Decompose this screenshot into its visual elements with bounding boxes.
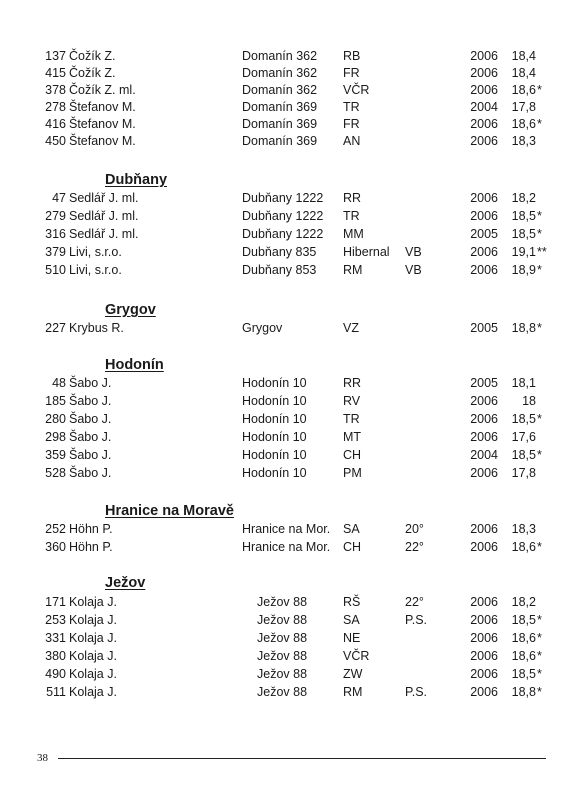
grower-name: Sedlář J. ml.: [69, 227, 139, 241]
grower-name: Höhn P.: [69, 522, 113, 536]
variety-code: VZ: [343, 321, 359, 335]
entry-number: 48: [52, 376, 66, 390]
entry-number: 415: [45, 66, 66, 80]
entry-number: 359: [45, 448, 66, 462]
grower-address: Hranice na Mor.: [242, 540, 331, 554]
grower-address: Ježov 88: [257, 667, 308, 681]
table-row: [0, 648, 578, 665]
entry-number: 137: [45, 49, 66, 63]
award-mark: *: [537, 412, 542, 426]
award-mark: *: [537, 540, 542, 554]
score-value: 18,8: [511, 685, 536, 699]
grower-address: Dubňany 1222: [242, 209, 324, 223]
entry-number: 252: [45, 522, 66, 536]
variety-code: AN: [343, 134, 361, 148]
table-row: [0, 521, 578, 538]
grower-name: Höhn P.: [69, 540, 113, 554]
entry-number: 528: [45, 466, 66, 480]
vintage-year: 2006: [470, 466, 498, 480]
table-row: [0, 262, 578, 279]
award-mark: *: [537, 83, 542, 97]
grower-address: Hodonín 10: [242, 412, 307, 426]
table-row: [0, 320, 578, 337]
vintage-year: 2006: [470, 66, 498, 80]
variety-code: RR: [343, 376, 362, 390]
grower-name: Kolaja J.: [69, 667, 117, 681]
award-mark: *: [537, 448, 542, 462]
grower-name: Štefanov M.: [69, 100, 136, 114]
award-mark: *: [537, 685, 542, 699]
table-row: [0, 375, 578, 392]
grower-address: Dubňany 1222: [242, 227, 324, 241]
table-row: [0, 99, 578, 116]
grower-name: Šabo J.: [69, 412, 112, 426]
table-row: [0, 226, 578, 243]
vintage-year: 2005: [470, 321, 498, 335]
section-heading: Hranice na Moravě: [105, 503, 234, 519]
extra-note: VB: [405, 245, 422, 259]
vintage-year: 2006: [470, 595, 498, 609]
entry-number: 279: [45, 209, 66, 223]
entry-number: 280: [45, 412, 66, 426]
table-row: [0, 612, 578, 629]
variety-code: RM: [343, 263, 363, 277]
entry-number: 360: [45, 540, 66, 554]
section-heading: Dubňany: [105, 172, 168, 188]
vintage-year: 2006: [470, 49, 498, 63]
grower-address: Domanín 362: [242, 83, 318, 97]
section-heading: Hodonín: [105, 357, 164, 373]
score-value: 17,6: [511, 430, 536, 444]
grower-name: Kolaja J.: [69, 685, 117, 699]
variety-code: TR: [343, 412, 360, 426]
table-row: [0, 684, 578, 701]
score-value: 18,5: [511, 613, 536, 627]
table-row: [0, 465, 578, 482]
footer-rule: [58, 758, 546, 759]
grower-name: Šabo J.: [69, 466, 112, 480]
page-number: 38: [37, 752, 48, 764]
entry-number: 185: [45, 394, 66, 408]
score-value: 18,4: [511, 66, 536, 80]
entry-number: 450: [45, 134, 66, 148]
variety-code: MM: [343, 227, 364, 241]
grower-address: Hodonín 10: [242, 394, 307, 408]
vintage-year: 2006: [470, 83, 498, 97]
vintage-year: 2006: [470, 649, 498, 663]
entry-number: 278: [45, 100, 66, 114]
extra-note: 22°: [405, 595, 424, 609]
grower-address: Domanín 369: [242, 100, 318, 114]
score-value: 18,3: [511, 134, 536, 148]
grower-address: Ježov 88: [257, 595, 308, 609]
score-value: 18,5: [511, 412, 536, 426]
grower-address: Domanín 362: [242, 66, 318, 80]
score-value: 18,5: [511, 448, 536, 462]
variety-code: RV: [343, 394, 361, 408]
grower-address: Domanín 369: [242, 134, 318, 148]
variety-code: VČR: [343, 649, 370, 663]
grower-address: Dubňany 835: [242, 245, 317, 259]
variety-code: FR: [343, 117, 360, 131]
table-row: [0, 244, 578, 261]
grower-address: Hodonín 10: [242, 466, 307, 480]
table-row: [0, 429, 578, 446]
score-value: 18: [522, 394, 536, 408]
table-row: [0, 594, 578, 611]
grower-name: Šabo J.: [69, 376, 112, 390]
entry-number: 380: [45, 649, 66, 663]
grower-address: Hodonín 10: [242, 448, 307, 462]
table-row: [0, 190, 578, 207]
table-row: [0, 48, 578, 65]
score-value: 18,2: [511, 191, 536, 205]
grower-name: Livi, s.r.o.: [69, 245, 122, 259]
grower-name: Štefanov M.: [69, 134, 136, 148]
award-mark: *: [537, 209, 542, 223]
extra-note: VB: [405, 263, 422, 277]
score-value: 18,6: [511, 117, 536, 131]
grower-name: Čožík Z.: [69, 49, 116, 63]
grower-address: Ježov 88: [257, 613, 308, 627]
vintage-year: 2006: [470, 540, 498, 554]
grower-address: Ježov 88: [257, 649, 308, 663]
extra-note: 20°: [405, 522, 424, 536]
award-mark: *: [537, 227, 542, 241]
vintage-year: 2006: [470, 209, 498, 223]
vintage-year: 2006: [470, 667, 498, 681]
grower-address: Grygov: [242, 321, 283, 335]
entry-number: 378: [45, 83, 66, 97]
award-mark: *: [537, 631, 542, 645]
variety-code: ZW: [343, 667, 363, 681]
entry-number: 227: [45, 321, 66, 335]
grower-name: Krybus R.: [69, 321, 124, 335]
score-value: 19,1: [511, 245, 536, 259]
variety-code: MT: [343, 430, 362, 444]
grower-name: Čožík Z. ml.: [69, 83, 136, 97]
variety-code: RB: [343, 49, 361, 63]
extra-note: P.S.: [405, 685, 428, 699]
award-mark: *: [537, 321, 542, 335]
award-mark: *: [537, 649, 542, 663]
score-value: 17,8: [511, 466, 536, 480]
grower-address: Domanín 362: [242, 49, 318, 63]
section-heading: Ježov: [105, 575, 146, 591]
grower-address: Hodonín 10: [242, 430, 307, 444]
variety-code: NE: [343, 631, 361, 645]
score-value: 18,4: [511, 49, 536, 63]
vintage-year: 2006: [470, 685, 498, 699]
variety-code: RR: [343, 191, 362, 205]
vintage-year: 2006: [470, 245, 498, 259]
grower-name: Livi, s.r.o.: [69, 263, 122, 277]
table-row: [0, 630, 578, 647]
variety-code: CH: [343, 540, 362, 554]
variety-code: CH: [343, 448, 362, 462]
grower-name: Šabo J.: [69, 394, 112, 408]
score-value: 18,6: [511, 83, 536, 97]
score-value: 18,5: [511, 667, 536, 681]
score-value: 18,6: [511, 631, 536, 645]
entry-number: 316: [45, 227, 66, 241]
vintage-year: 2006: [470, 412, 498, 426]
vintage-year: 2005: [470, 376, 498, 390]
vintage-year: 2006: [470, 631, 498, 645]
table-row: [0, 447, 578, 464]
vintage-year: 2005: [470, 227, 498, 241]
variety-code: TR: [343, 100, 360, 114]
score-value: 17,8: [511, 100, 536, 114]
table-row: [0, 65, 578, 82]
grower-name: Kolaja J.: [69, 613, 117, 627]
variety-code: VČR: [343, 83, 370, 97]
grower-address: Hodonín 10: [242, 376, 307, 390]
extra-note: P.S.: [405, 613, 428, 627]
table-row: [0, 666, 578, 683]
score-value: 18,5: [511, 227, 536, 241]
table-row: [0, 208, 578, 225]
score-value: 18,6: [511, 540, 536, 554]
grower-address: Ježov 88: [257, 631, 308, 645]
entry-number: 490: [45, 667, 66, 681]
entry-number: 331: [45, 631, 66, 645]
award-mark: *: [537, 263, 542, 277]
table-row: [0, 116, 578, 133]
score-value: 18,5: [511, 209, 536, 223]
vintage-year: 2006: [470, 613, 498, 627]
table-row: [0, 411, 578, 428]
grower-name: Sedlář J. ml.: [69, 209, 139, 223]
variety-code: RŠ: [343, 595, 361, 609]
vintage-year: 2006: [470, 522, 498, 536]
variety-code: RM: [343, 685, 363, 699]
grower-address: Hranice na Mor.: [242, 522, 331, 536]
vintage-year: 2006: [470, 117, 498, 131]
score-value: 18,3: [511, 522, 536, 536]
entry-number: 171: [45, 595, 66, 609]
award-mark: *: [537, 613, 542, 627]
award-mark: *: [537, 117, 542, 131]
score-value: 18,2: [511, 595, 536, 609]
grower-name: Kolaja J.: [69, 631, 117, 645]
grower-name: Šabo J.: [69, 430, 112, 444]
table-row: [0, 393, 578, 410]
score-value: 18,8: [511, 321, 536, 335]
variety-code: Hibernal: [343, 245, 390, 259]
grower-name: Kolaja J.: [69, 595, 117, 609]
entry-number: 47: [52, 191, 66, 205]
vintage-year: 2006: [470, 430, 498, 444]
score-value: 18,1: [511, 376, 536, 390]
vintage-year: 2006: [470, 394, 498, 408]
entry-number: 298: [45, 430, 66, 444]
variety-code: TR: [343, 209, 360, 223]
grower-name: Kolaja J.: [69, 649, 117, 663]
grower-address: Dubňany 853: [242, 263, 317, 277]
table-row: [0, 82, 578, 99]
vintage-year: 2004: [470, 100, 498, 114]
entry-number: 416: [45, 117, 66, 131]
grower-name: Štefanov M.: [69, 117, 136, 131]
variety-code: SA: [343, 522, 360, 536]
variety-code: PM: [343, 466, 362, 480]
grower-name: Čožík Z.: [69, 66, 116, 80]
vintage-year: 2004: [470, 448, 498, 462]
grower-address: Domanín 369: [242, 117, 318, 131]
vintage-year: 2006: [470, 134, 498, 148]
variety-code: FR: [343, 66, 360, 80]
table-row: [0, 539, 578, 556]
award-mark: **: [537, 245, 547, 259]
entry-number: 510: [45, 263, 66, 277]
score-value: 18,9: [511, 263, 536, 277]
award-mark: *: [537, 667, 542, 681]
entry-number: 511: [46, 685, 66, 699]
grower-address: Dubňany 1222: [242, 191, 324, 205]
table-row: [0, 133, 578, 150]
score-value: 18,6: [511, 649, 536, 663]
entry-number: 253: [45, 613, 66, 627]
entry-number: 379: [45, 245, 66, 259]
vintage-year: 2006: [470, 191, 498, 205]
grower-name: Sedlář J. ml.: [69, 191, 139, 205]
grower-name: Šabo J.: [69, 448, 112, 462]
section-heading: Grygov: [105, 302, 156, 318]
vintage-year: 2006: [470, 263, 498, 277]
grower-address: Ježov 88: [257, 685, 308, 699]
variety-code: SA: [343, 613, 360, 627]
extra-note: 22°: [405, 540, 424, 554]
